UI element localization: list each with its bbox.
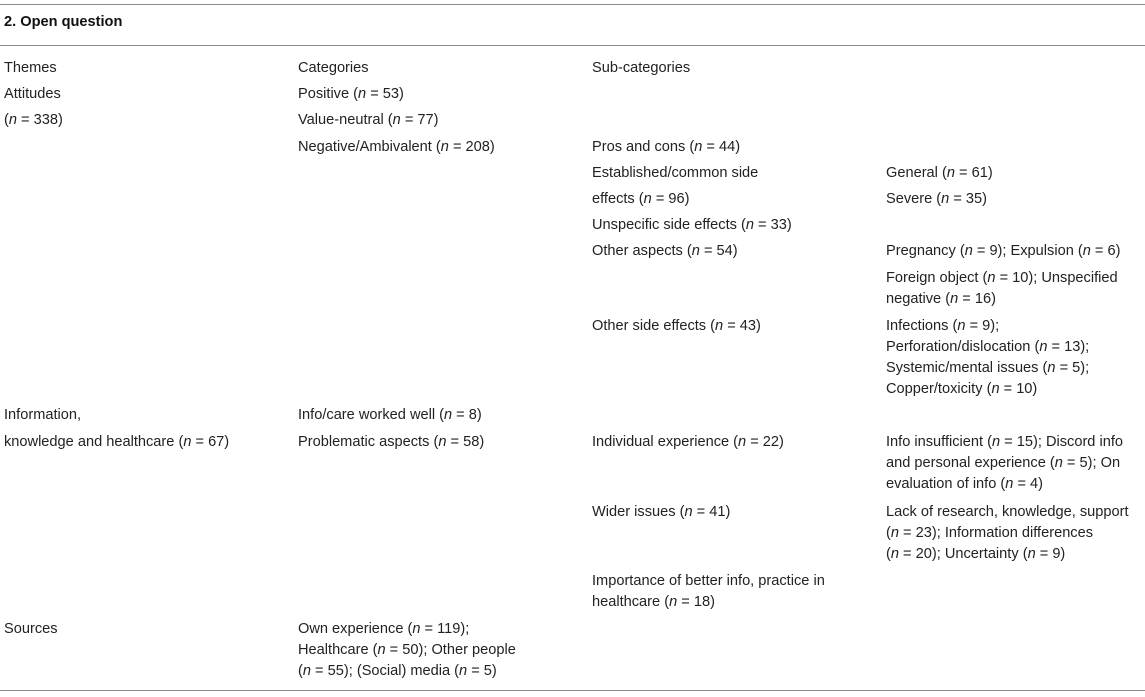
theme-cell: knowledge and healthcare (n = 67) bbox=[4, 434, 230, 450]
column-header-subcategories: Sub-categories bbox=[592, 60, 691, 76]
subcategory-cell: Importance of better info, practice in bbox=[592, 573, 825, 589]
subcategory-cell: Individual experience (n = 22) bbox=[592, 434, 784, 450]
category-cell: Healthcare (n = 50); Other people bbox=[298, 642, 516, 658]
detail-cell: negative (n = 16) bbox=[886, 291, 996, 307]
column-header-categories: Categories bbox=[298, 60, 369, 76]
detail-cell: Copper/toxicity (n = 10) bbox=[886, 381, 1038, 397]
theme-cell: Sources bbox=[4, 621, 58, 637]
detail-cell: Pregnancy (n = 9); Expulsion (n = 6) bbox=[886, 243, 1121, 259]
detail-cell: (n = 23); Information differences bbox=[886, 525, 1094, 541]
header-rule bbox=[0, 45, 1145, 46]
detail-cell: Severe (n = 35) bbox=[886, 191, 988, 207]
bottom-rule bbox=[0, 690, 1145, 691]
subcategory-cell: Other aspects (n = 54) bbox=[592, 243, 738, 259]
theme-cell: Information, bbox=[4, 407, 82, 423]
subcategory-cell: healthcare (n = 18) bbox=[592, 594, 715, 610]
detail-cell: Foreign object (n = 10); Unspecified bbox=[886, 270, 1118, 286]
category-cell: Negative/Ambivalent (n = 208) bbox=[298, 139, 495, 155]
detail-cell: evaluation of info (n = 4) bbox=[886, 476, 1043, 492]
detail-cell: Info insufficient (n = 15); Discord info bbox=[886, 434, 1124, 450]
subcategory-cell: Other side effects (n = 43) bbox=[592, 318, 761, 334]
category-cell: Value-neutral (n = 77) bbox=[298, 112, 439, 128]
detail-cell: Systemic/mental issues (n = 5); bbox=[886, 360, 1090, 376]
column-header-themes: Themes bbox=[4, 60, 57, 76]
detail-cell: (n = 20); Uncertainty (n = 9) bbox=[886, 546, 1066, 562]
category-cell: Info/care worked well (n = 8) bbox=[298, 407, 482, 423]
detail-cell: Perforation/dislocation (n = 13); bbox=[886, 339, 1090, 355]
detail-cell: Lack of research, knowledge, support bbox=[886, 504, 1129, 520]
subcategory-cell: Unspecific side effects (n = 33) bbox=[592, 217, 792, 233]
subcategory-cell: Established/common side bbox=[592, 165, 759, 181]
table-title: 2. Open question bbox=[4, 14, 123, 30]
detail-cell: and personal experience (n = 5); On bbox=[886, 455, 1121, 471]
theme-cell: (n = 338) bbox=[4, 112, 63, 128]
detail-cell: Infections (n = 9); bbox=[886, 318, 1000, 334]
category-cell: Positive (n = 53) bbox=[298, 86, 404, 102]
category-cell: Own experience (n = 119); bbox=[298, 621, 470, 637]
category-cell: Problematic aspects (n = 58) bbox=[298, 434, 485, 450]
top-rule bbox=[0, 4, 1145, 5]
subcategory-cell: Wider issues (n = 41) bbox=[592, 504, 731, 520]
detail-cell: General (n = 61) bbox=[886, 165, 993, 181]
subcategory-cell: effects (n = 96) bbox=[592, 191, 690, 207]
theme-cell: Attitudes bbox=[4, 86, 61, 102]
subcategory-cell: Pros and cons (n = 44) bbox=[592, 139, 741, 155]
category-cell: (n = 55); (Social) media (n = 5) bbox=[298, 663, 497, 679]
